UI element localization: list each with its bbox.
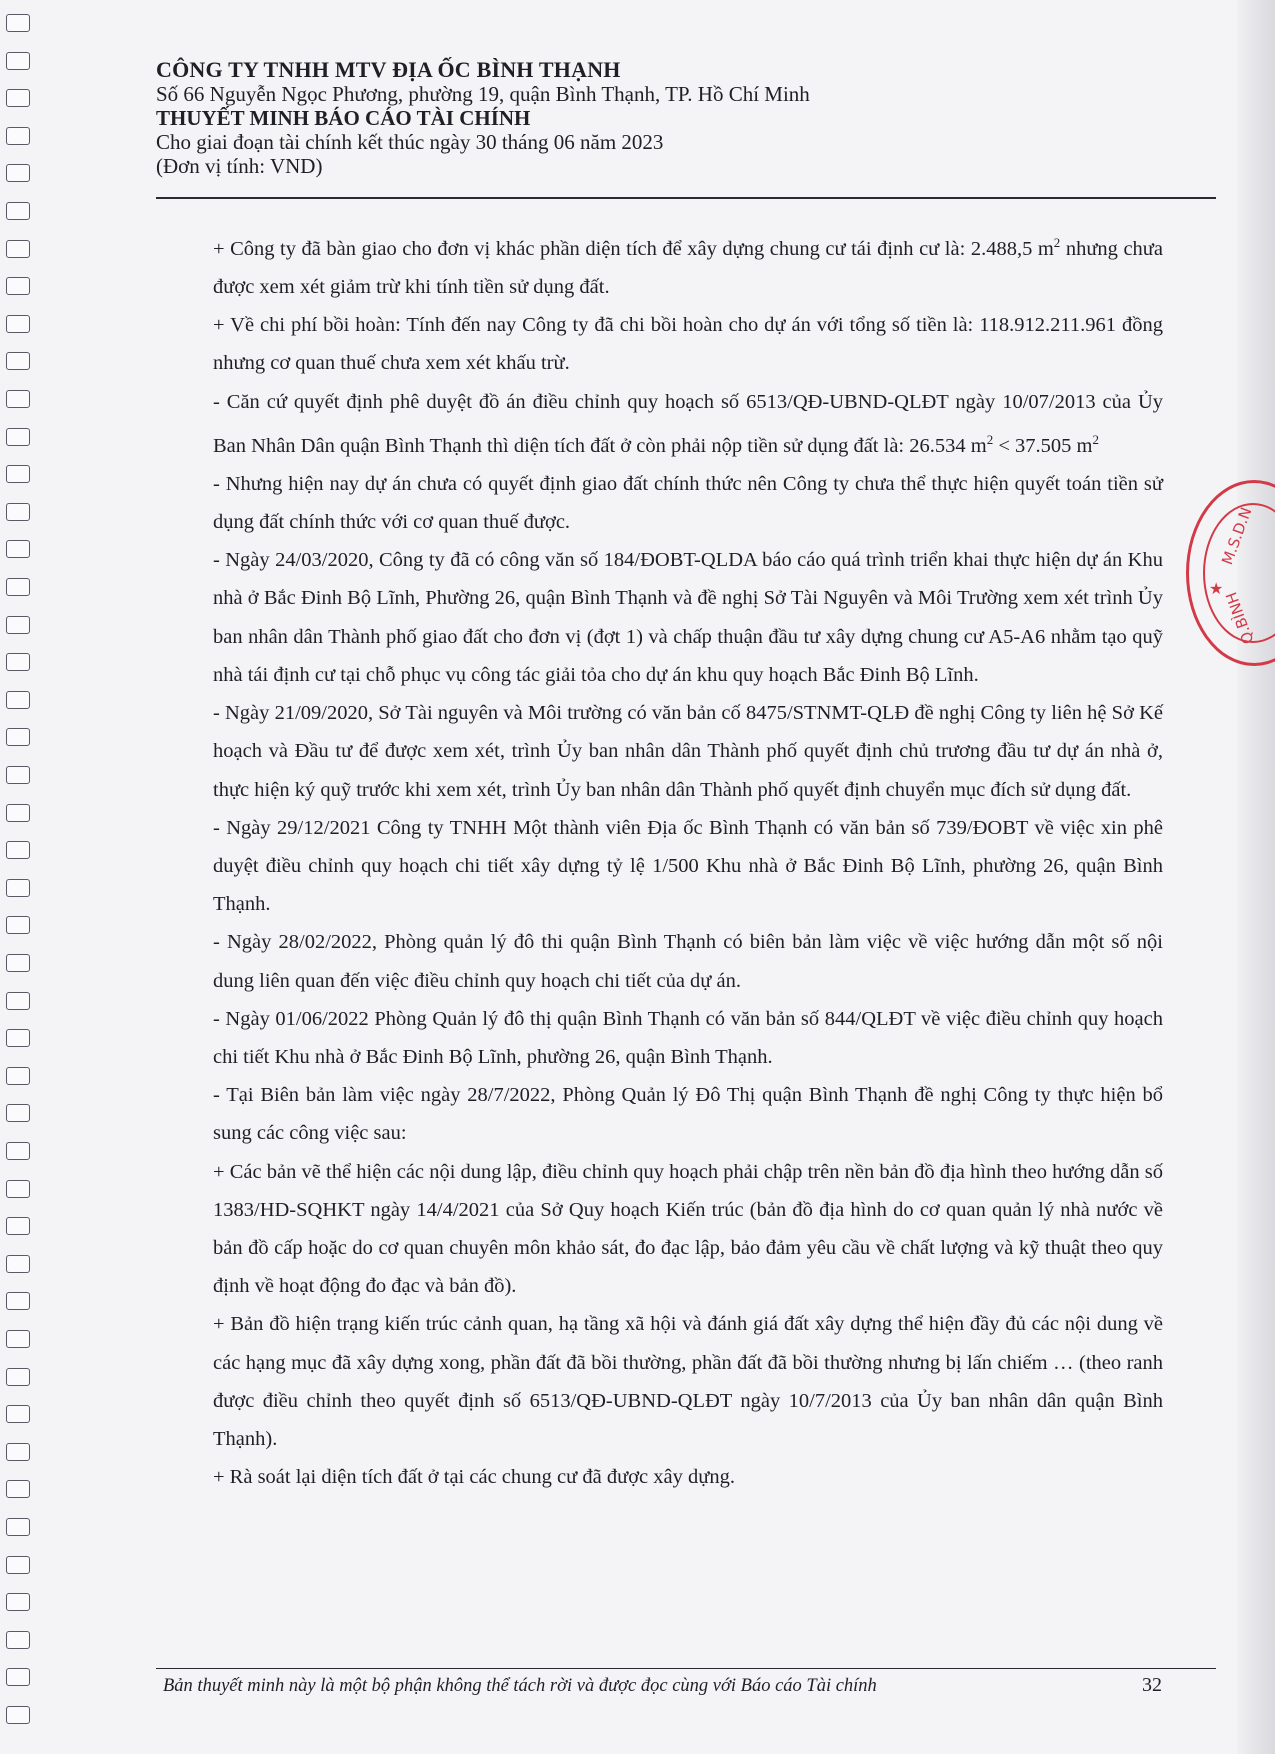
seal-text-top: M.S.D.N bbox=[1218, 504, 1256, 568]
binding-hole bbox=[6, 1593, 30, 1611]
paragraph bbox=[213, 1153, 1163, 1306]
binding-hole bbox=[6, 804, 30, 822]
binding-hole bbox=[6, 1368, 30, 1386]
paragraph-text: < 37.505 m bbox=[993, 434, 1093, 457]
document-header bbox=[156, 58, 1216, 178]
binding-hole bbox=[6, 89, 30, 107]
paragraph bbox=[213, 1076, 1163, 1152]
binding-hole bbox=[6, 992, 30, 1010]
body-text bbox=[213, 224, 1163, 1496]
binding-hole bbox=[6, 691, 30, 709]
superscript: 2 bbox=[1092, 431, 1099, 447]
binding-hole bbox=[6, 315, 30, 333]
binding-hole bbox=[6, 766, 30, 784]
paragraph bbox=[213, 1000, 1163, 1076]
binding-hole bbox=[6, 164, 30, 182]
binding-hole bbox=[6, 1255, 30, 1273]
paragraph bbox=[213, 809, 1163, 924]
seal-star-icon: ★ bbox=[1209, 579, 1224, 598]
binding-hole bbox=[6, 1518, 30, 1536]
binding-hole bbox=[6, 1480, 30, 1498]
binding-hole bbox=[6, 954, 30, 972]
paragraph-text: + Rà soát lại diện tích đất ở tại các chung cư đã được xây dựng. bbox=[213, 1466, 735, 1489]
report-period: Cho giai đoạn tài chính kết thúc ngày 30 tháng 06 năm 2023 bbox=[156, 130, 664, 154]
binding-hole bbox=[6, 1706, 30, 1724]
binding-hole bbox=[6, 52, 30, 70]
binding-hole bbox=[6, 578, 30, 596]
binding-hole bbox=[6, 1180, 30, 1198]
binding-hole bbox=[6, 1668, 30, 1686]
binding-hole bbox=[6, 916, 30, 934]
paragraph bbox=[213, 306, 1163, 382]
binding-hole bbox=[6, 1330, 30, 1348]
binding-hole bbox=[6, 1443, 30, 1461]
paragraph bbox=[213, 694, 1163, 809]
binding-hole bbox=[6, 653, 30, 671]
paragraph-text: + Các bản vẽ thể hiện các nội dung lập, điều chỉnh quy hoạch phải chập trên nền bản đồ địa hình theo hướng dẫn số 1383/HD-SQHKT ngày 14/4/2021 của Sở Quy hoạch Kiến trúc (bản đồ địa hình do cơ quan quản lý nhà nước về bản đồ cấp hoặc do cơ quan chuyên môn khảo sát, đo đạc lập, bảo đảm yêu cầu về chất lượng và kỹ thuật theo quy định về hoạt động đo đạc và bản đồ). bbox=[213, 1160, 1163, 1298]
binding-hole bbox=[6, 428, 30, 446]
binding-hole bbox=[6, 879, 30, 897]
paragraph-text: - Căn cứ quyết định phê duyệt đồ án điều chỉnh quy hoạch số 6513/QĐ-UBND-QLĐT ngày 10/07/2013 của Ủy Ban Nhân Dân quận Bình Thạnh thì diện tích đất ở còn phải nộp tiền sử dụng đất là: 26.534 m bbox=[213, 390, 1163, 457]
paragraph-text: - Tại Biên bản làm việc ngày 28/7/2022, Phòng Quản lý Đô Thị quận Bình Thạnh đề nghị Công ty thực hiện bổ sung các công việc sau: bbox=[213, 1084, 1163, 1145]
binding-hole bbox=[6, 728, 30, 746]
binding-hole bbox=[6, 540, 30, 558]
paragraph-text: - Nhưng hiện nay dự án chưa có quyết định giao đất chính thức nên Công ty chưa thể thực hiện quyết toán tiền sử dụng đất chính thức với cơ quan thuế được. bbox=[213, 472, 1163, 534]
binding-hole bbox=[6, 1556, 30, 1574]
paragraph bbox=[213, 383, 1163, 465]
binding-hole bbox=[6, 1405, 30, 1423]
paragraph-text: - Ngày 21/09/2020, Sở Tài nguyên và Môi trường có văn bản cố 8475/STNMT-QLĐ đề nghị Công ty liên hệ Sở Kế hoạch và Đầu tư để được xem xét, trình Ủy ban nhân dân Thành phố quyết định chủ trương đầu tư dự án nhà ở, thực hiện ký quỹ trước khi xem xét, trình Ủy ban nhân dân Thành phố quyết định chuyển mục đích sử dụng đất. bbox=[213, 702, 1163, 801]
paragraph-text: nhưng chưa được xem xét giảm trừ khi tính tiền sử dụng đất. bbox=[213, 237, 1164, 299]
paragraph bbox=[213, 224, 1163, 306]
seal-text-bottom: Q.BÌNH bbox=[1222, 589, 1258, 647]
page-number: 32 bbox=[1142, 1674, 1162, 1696]
page-edge-shadow bbox=[1237, 0, 1275, 1754]
paragraph-text: - Ngày 29/12/2021 Công ty TNHH Một thành viên Địa ốc Bình Thạnh có văn bản số 739/ĐOBT về việc xin phê duyệt điều chỉnh quy hoạch chi tiết xây dựng tỷ lệ 1/500 Khu nhà ở Bắc Đinh Bộ Lĩnh, phường 26, quận Bình Thạnh. bbox=[213, 816, 1163, 916]
binding-hole bbox=[6, 240, 30, 258]
binding-hole bbox=[6, 127, 30, 145]
binding-hole bbox=[6, 1029, 30, 1047]
paragraph-text: + Công ty đã bàn giao cho đơn vị khác phần diện tích để xây dựng chung cư tái định cư là: 2.488,5 m bbox=[213, 237, 1054, 260]
binding-hole bbox=[6, 390, 30, 408]
company-name: CÔNG TY TNHH MTV ĐỊA ỐC BÌNH THẠNH bbox=[156, 57, 621, 82]
paragraph-text: + Về chi phí bồi hoàn: Tính đến nay Công ty đã chi bồi hoàn cho dự án với tổng số tiền là: 118.912.211.961 đồng nhưng cơ quan thuế chưa xem xét khấu trừ. bbox=[213, 314, 1163, 375]
binding-hole bbox=[6, 352, 30, 370]
footer-note: Bản thuyết minh này là một bộ phận không thể tách rời và được đọc cùng với Báo cáo Tài chính bbox=[163, 1676, 877, 1696]
binding-hole bbox=[6, 1217, 30, 1235]
binding-hole bbox=[6, 503, 30, 521]
paragraph-text: - Ngày 28/02/2022, Phòng quản lý đô thi quận Bình Thạnh có biên bản làm việc về việc hướng dẫn một số nội dung liên quan đến việc điều chỉnh quy hoạch chi tiết của dự án. bbox=[213, 931, 1163, 992]
binding-hole bbox=[6, 1067, 30, 1085]
binding-hole bbox=[6, 1104, 30, 1122]
superscript: 2 bbox=[986, 431, 994, 447]
report-title: THUYẾT MINH BÁO CÁO TÀI CHÍNH bbox=[156, 106, 531, 130]
superscript: 2 bbox=[1053, 235, 1061, 250]
paragraph bbox=[213, 923, 1163, 999]
header-divider bbox=[156, 197, 1216, 199]
company-seal bbox=[1186, 480, 1275, 666]
binding-hole bbox=[6, 1631, 30, 1649]
paragraph-text: - Ngày 01/06/2022 Phòng Quản lý đô thị quận Bình Thạnh có văn bản số 844/QLĐT về việc điều chỉnh quy hoạch chi tiết Khu nhà ở Bắc Đinh Bộ Lĩnh, phường 26, quận Bình Thạnh. bbox=[213, 1007, 1163, 1068]
company-address: Số 66 Nguyễn Ngọc Phương, phường 19, quận Bình Thạnh, TP. Hồ Chí Minh bbox=[156, 82, 810, 106]
paragraph bbox=[213, 541, 1163, 694]
paragraph-text: - Ngày 24/03/2020, Công ty đã có công văn số 184/ĐOBT-QLDA báo cáo quá trình triển khai thực hiện dự án Khu nhà ở Bắc Đinh Bộ Lĩnh, Phường 26, quận Bình Thạnh và đề nghị Sở Tài Nguyên và Môi Trường xem xét trình Ủy ban nhân dân Thành phố giao đất cho đơn vị (đợt 1) và chấp thuận đầu tư xây dựng chung cư A5-A6 nhằm tạo quỹ nhà tái định cư tại chỗ phục vụ công tác giải tỏa cho dự án khu quy hoạch Bắc Đinh Bộ Lĩnh. bbox=[213, 549, 1163, 686]
binding-hole bbox=[6, 465, 30, 483]
currency-unit: (Đơn vị tính: VND) bbox=[156, 154, 323, 178]
spiral-binding bbox=[0, 0, 40, 1754]
binding-hole bbox=[6, 841, 30, 859]
binding-hole bbox=[6, 616, 30, 634]
footer-divider bbox=[156, 1668, 1216, 1669]
paragraph bbox=[213, 1458, 1163, 1496]
paragraph bbox=[213, 465, 1163, 541]
binding-hole bbox=[6, 202, 30, 220]
paragraph bbox=[213, 1305, 1163, 1458]
binding-hole bbox=[6, 1292, 30, 1310]
binding-hole bbox=[6, 14, 30, 32]
paragraph-text: + Bản đồ hiện trạng kiến trúc cảnh quan, hạ tầng xã hội và đánh giá đất xây dựng thể hiện đầy đủ các nội dung về các hạng mục đã xây dựng xong, phần đất đã bồi thường, phần đất đã bồi thường nhưng bị lấn chiếm … (theo ranh được điều chỉnh theo quyết định số 6513/QĐ-UBND-QLĐT ngày 10/7/2013 của Ủy ban nhân dân quận Bình Thạnh). bbox=[213, 1313, 1163, 1450]
binding-hole bbox=[6, 277, 30, 295]
binding-hole bbox=[6, 1142, 30, 1160]
